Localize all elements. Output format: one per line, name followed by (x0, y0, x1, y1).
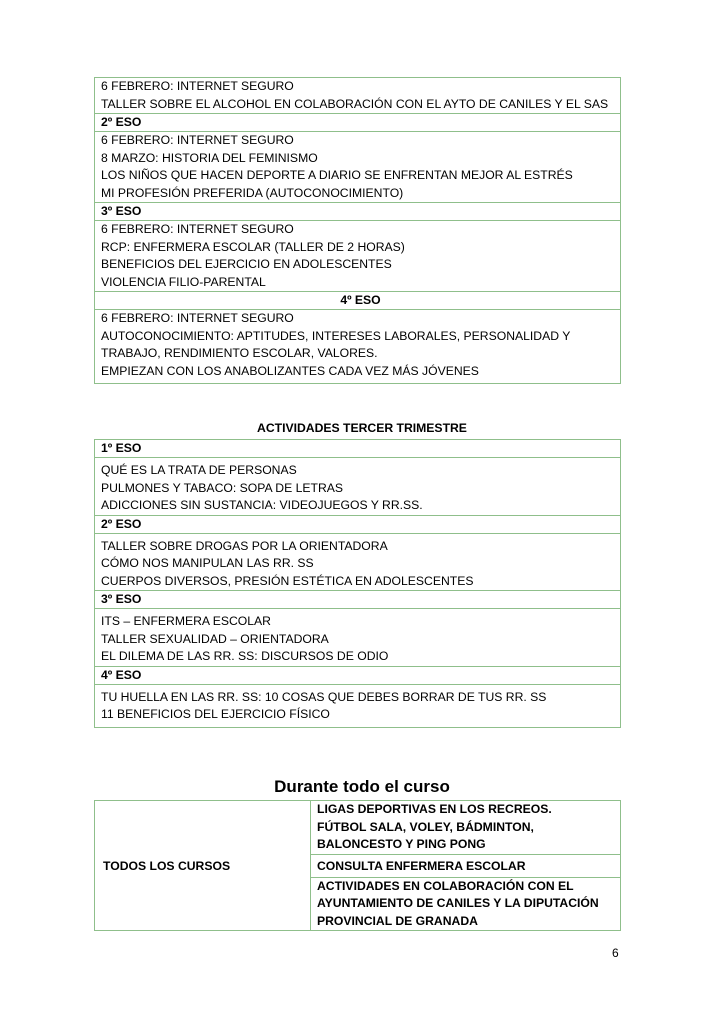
table-cell (95, 132, 621, 203)
table-cell (95, 78, 621, 114)
grade-header (95, 114, 621, 132)
table-cell (95, 609, 621, 667)
activity-line: PULMONES Y TABACO: SOPA DE LETRAS (101, 480, 344, 495)
activity-line: CUERPOS DIVERSOS, PRESIÓN ESTÉTICA EN ADOLESCENTES (101, 573, 474, 588)
activity-line: TALLER SOBRE DROGAS POR LA ORIENTADORA (101, 538, 388, 553)
previous-term-table (94, 77, 621, 384)
table-cell (311, 877, 621, 931)
grade-header (95, 292, 621, 310)
activity-line: TALLER SEXUALIDAD – ORIENTADORA (101, 631, 329, 646)
activity-line: 11 BENEFICIOS DEL EJERCICIO FÍSICO (101, 707, 330, 721)
activity-line: TU HUELLA EN LAS RR. SS: 10 COSAS QUE DEBES BORRAR DE TUS RR. SS (101, 689, 547, 704)
table-cell (311, 854, 621, 877)
activity-line: VIOLENCIA FILIO-PARENTAL (101, 274, 266, 289)
table-cell (95, 458, 621, 516)
grade-label: 2º ESO (101, 115, 142, 129)
activity-line: 6 FEBRERO: INTERNET SEGURO (101, 311, 294, 325)
activity-line: EMPIEZAN CON LOS ANABOLIZANTES CADA VEZ MÁS JÓVENES (101, 363, 479, 378)
activity-line: BALONCESTO Y PING PONG (317, 837, 486, 851)
grade-label: 4º ESO (101, 667, 142, 682)
whole-course-table (94, 800, 621, 931)
grade-header (95, 666, 621, 684)
activity-line: 8 MARZO: HISTORIA DEL FEMINISMO (101, 150, 318, 165)
activity-line: ITS – ENFERMERA ESCOLAR (101, 614, 271, 628)
table-cell (95, 221, 621, 292)
table-cell (95, 533, 621, 591)
activity-line: EL DILEMA DE LAS RR. SS: DISCURSOS DE ODIO (101, 649, 389, 663)
page-number: 6 (612, 946, 619, 960)
table-cell (95, 310, 621, 384)
grade-header (95, 515, 621, 533)
activity-line: ADICCIONES SIN SUSTANCIA: VIDEOJUEGOS Y RR.SS. (101, 498, 423, 512)
all-courses-cell (95, 801, 311, 931)
activity-line: AYUNTAMIENTO DE CANILES Y LA DIPUTACIÓN (317, 896, 599, 910)
activity-line: LIGAS DEPORTIVAS EN LOS RECREOS. (317, 802, 552, 816)
activity-line: LOS NIÑOS QUE HACEN DEPORTE A DIARIO SE ENFRENTAN MEJOR AL ESTRÉS (101, 168, 573, 182)
activity-line: 6 FEBRERO: INTERNET SEGURO (101, 133, 294, 147)
grade-header (95, 440, 621, 458)
grade-label: 1º ESO (101, 441, 142, 455)
activity-line: CONSULTA ENFERMERA ESCOLAR (317, 858, 526, 873)
all-courses-label: TODOS LOS CURSOS (103, 858, 231, 873)
grade-label: 3º ESO (101, 592, 142, 606)
grade-label: 2º ESO (101, 516, 142, 531)
activity-line: BENEFICIOS DEL EJERCICIO EN ADOLESCENTES (101, 257, 392, 271)
grade-header (95, 591, 621, 609)
activity-line: TRABAJO, RENDIMIENTO ESCOLAR, VALORES. (101, 346, 378, 360)
table-cell (95, 684, 621, 727)
grade-label: 4º ESO (340, 293, 381, 307)
activity-line: RCP: ENFERMERA ESCOLAR (TALLER DE 2 HORAS) (101, 239, 405, 254)
third-term-title: ACTIVIDADES TERCER TRIMESTRE (257, 421, 467, 435)
activity-line: 6 FEBRERO: INTERNET SEGURO (101, 222, 294, 236)
activity-line: CÓMO NOS MANIPULAN LAS RR. SS (101, 556, 314, 570)
table-cell (311, 801, 621, 855)
activity-line: AUTOCONOCIMIENTO: APTITUDES, INTERESES LABORALES, PERSONALIDAD Y (101, 328, 571, 343)
activity-line: 6 FEBRERO: INTERNET SEGURO (101, 79, 294, 93)
grade-label: 3º ESO (101, 204, 142, 218)
activity-line: PROVINCIAL DE GRANADA (317, 913, 478, 928)
activity-line: TALLER SOBRE EL ALCOHOL EN COLABORACIÓN CON EL AYTO DE CANILES Y EL SAS (101, 96, 609, 111)
activity-line: QUÉ ES LA TRATA DE PERSONAS (101, 463, 297, 477)
activity-line: ACTIVIDADES EN COLABORACIÓN CON EL (317, 878, 574, 893)
activity-line: FÚTBOL SALA, VOLEY, BÁDMINTON, (317, 819, 534, 834)
third-term-table (94, 439, 621, 728)
whole-course-title: Durante todo el curso (274, 777, 450, 796)
activity-line: MI PROFESIÓN PREFERIDA (AUTOCONOCIMIENTO) (101, 185, 404, 200)
grade-header (95, 203, 621, 221)
